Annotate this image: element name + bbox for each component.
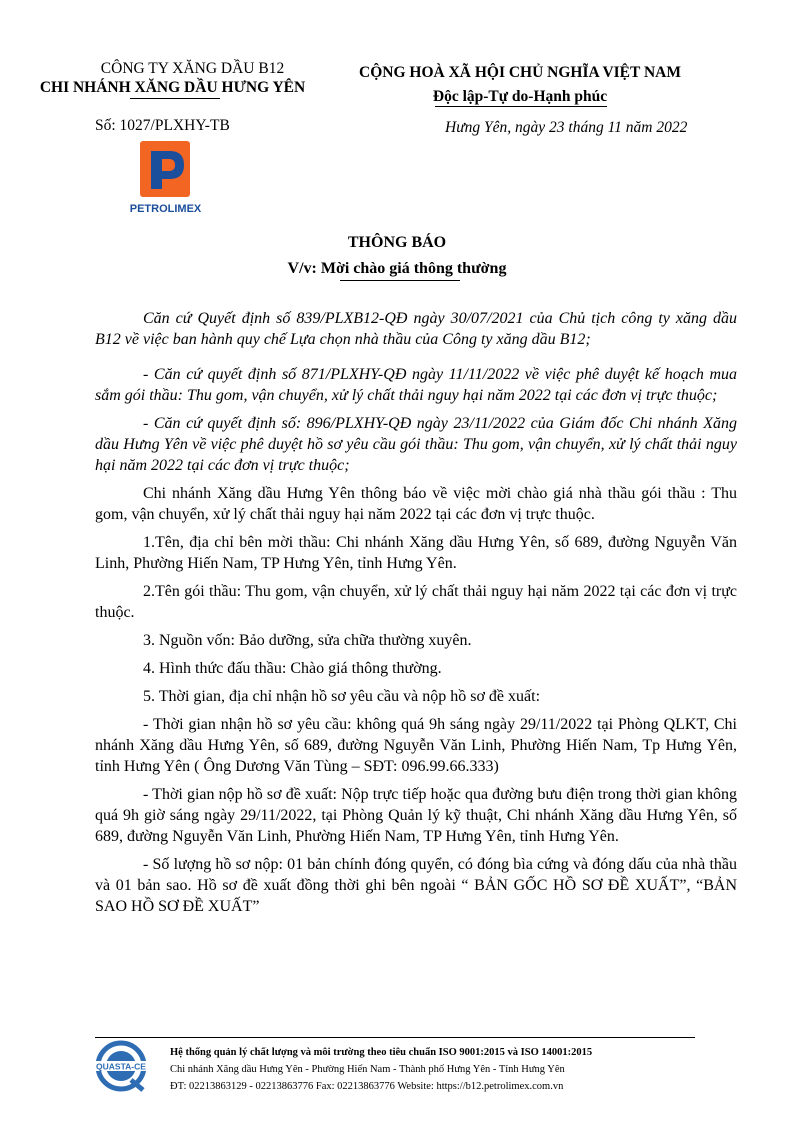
quasta-logo-text: QUASTA-CE xyxy=(96,1061,146,1072)
document-number: Số: 1027/PLXHY-TB xyxy=(95,117,230,134)
notice-title: THÔNG BÁO xyxy=(347,234,447,251)
item-bidding-form: 4. Hình thức đấu thầu: Chào giá thông thường. xyxy=(143,660,442,677)
footer-info xyxy=(170,1044,730,1095)
item-time-address: 5. Thời gian, địa chỉ nhận hồ sơ yêu cầu và nộp hồ sơ đề xuất: xyxy=(143,688,541,705)
footer-iso-line: Hệ thống quản lý chất lượng và môi trường theo tiêu chuẩn ISO 9001:2015 và ISO 14001:2015 xyxy=(170,1047,593,1058)
item-receive-time: - Thời gian nhận hồ sơ yêu cầu: không quá 9h sáng ngày 29/11/2022 tại Phòng QLKT, Chi nhánh Xăng dầu Hưng Yên, số 689, đường Nguyễn Văn Linh, Phường Hiến Nam, Tp Hưng Yên, tỉnh Hưng Yên ( Ông Dương Văn Tùng – SĐT: 096.99.66.333) xyxy=(95,716,737,775)
motto-underline xyxy=(435,106,607,107)
petrolimex-logo-text: PETROLIMEX xyxy=(129,203,202,215)
petrolimex-logo xyxy=(118,141,213,216)
item-dossier-quantity: - Số lượng hồ sơ nộp: 01 bản chính đóng quyển, có đóng bìa cứng và đóng dấu của nhà thầu và 01 bản sao. Hồ sơ đề xuất đồng thời ghi bên ngoài “ BẢN GỐC HỒ SƠ ĐỀ XUẤT”, “BẢN SAO HỒ SƠ ĐỀ XUẤT” xyxy=(95,856,737,915)
legal-basis-2: - Căn cứ quyết định số 871/PLXHY-QĐ ngày 11/11/2022 về việc phê duyệt kế hoạch mua sắm gói thầu: Thu gom, vận chuyển, xử lý chất thải nguy hại năm 2022 tại các đơn vị trực thuộc; xyxy=(95,366,737,404)
announcement-paragraph: Chi nhánh Xăng dầu Hưng Yên thông báo về việc mời chào giá nhà thầu gói thầu : Thu gom, vận chuyển, xử lý chất thải nguy hại năm 2022 tại các đơn vị trực thuộc. xyxy=(95,485,737,523)
footer-address: Chi nhánh Xăng dầu Hưng Yên - Phường Hiến Nam - Thành phố Hưng Yên - Tỉnh Hưng Yên xyxy=(170,1064,565,1075)
legal-basis-1: Căn cứ Quyết định số 839/PLXB12-QĐ ngày 30/07/2021 của Chủ tịch công ty xăng dầu B12 về việc ban hành quy chế Lựa chọn nhà thầu của Công ty xăng dầu B12; xyxy=(95,310,737,348)
notice-subject: V/v: Mời chào giá thông thường xyxy=(287,260,507,277)
footer-contact: ĐT: 02213863129 - 02213863776 Fax: 02213863776 Website: https://b12.petrolimex.com.vn xyxy=(170,1081,564,1092)
place-date: Hưng Yên, ngày 23 tháng 11 năm 2022 xyxy=(445,119,688,136)
branch-name: CHI NHÁNH XĂNG DẦU HƯNG YÊN xyxy=(39,79,306,96)
notice-body xyxy=(95,308,737,924)
item-submit-time: - Thời gian nộp hồ sơ đề xuất: Nộp trực tiếp hoặc qua đường bưu điện trong thời gian không quá 9h giờ sáng ngày 29/11/2022, tại Phòng Quản lý kỹ thuật, Chi nhánh Xăng dầu Hưng Yên, số 689, đường Nguyễn Văn Linh, Phường Hiến Nam, TP Hưng Yên, tỉnh Hưng Yên. xyxy=(95,786,737,845)
item-inviting-party: 1.Tên, địa chỉ bên mời thầu: Chi nhánh Xăng dầu Hưng Yên, số 689, đường Nguyễn Văn Linh, Phường Hiến Nam, TP Hưng Yên, tỉnh Hưng Yên. xyxy=(95,534,737,572)
item-funding-source: 3. Nguồn vốn: Bảo dưỡng, sửa chữa thường xuyên. xyxy=(143,632,472,649)
national-motto: Độc lập-Tự do-Hạnh phúc xyxy=(432,88,608,105)
legal-basis-3: - Căn cứ quyết định số: 896/PLXHY-QĐ ngày 23/11/2022 của Giám đốc Chi nhánh Xăng dầu Hưng Yên về việc phê duyệt hồ sơ yêu cầu gói thầu: Thu gom, vận chuyển, xử lý chất thải nguy hại năm 2022 tại các đơn vị trực thuộc; xyxy=(95,415,737,474)
footer-divider xyxy=(95,1037,695,1038)
company-name: CÔNG TY XĂNG DẦU B12 xyxy=(100,60,285,77)
item-package-name: 2.Tên gói thầu: Thu gom, vận chuyển, xử lý chất thải nguy hại năm 2022 tại các đơn vị trực thuộc. xyxy=(95,583,737,621)
quasta-certification-logo xyxy=(93,1040,149,1092)
branch-underline xyxy=(130,98,220,99)
subject-underline xyxy=(340,280,460,281)
national-title: CỘNG HOÀ XÃ HỘI CHỦ NGHĨA VIỆT NAM xyxy=(359,64,681,81)
